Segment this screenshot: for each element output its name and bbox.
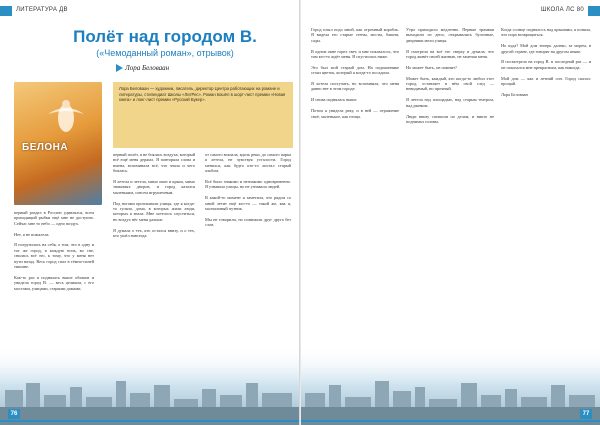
article-title: Полёт над городом В.: [73, 27, 257, 46]
author-icon: [116, 64, 123, 72]
text-column: первый полёт, я не боялась воздуха, который всё ещё меня держал. Я повторяла слова и имена, вспоминала всё, что знала и чего боялась. Я летела и летела, мимо окон и крыш, мимо знакомых дворов, и город казался маленьким, совсем игрушечным. Под ногами проплывали улицы, где я когда-то гуляла, дома, в которых жили люди, которых я знала. Мне хотелось спуститься, но воздух нёс меня дальше. Я думала о тех, кто остался внизу, и о тех, кто ушёл навсегда.: [113, 152, 195, 239]
page-rule: [301, 420, 600, 422]
text-column: от самого вокзала, вдоль реки, до самого парка я летела, не чувствуя усталости. Город менялся, как будто кто-то листал старый альбом. Всё было знакомо и незнакомо одновременно. Я узнавала улицы, но не узнавала людей. В какой-то момент я заметила, что рядом со мной летит ещё кто-то — такой же, как я, молчаливый путник. Мы не говорили, но понимали друг друга без слов.: [205, 152, 291, 228]
page-number: 77: [580, 409, 592, 419]
left-page: [0, 0, 299, 425]
author-name: Лора Беловаан: [125, 64, 170, 72]
rubric-marker: [588, 6, 600, 16]
rubric-marker: [0, 6, 12, 16]
page-number: 76: [8, 409, 20, 419]
text-column: первый раздел в Россию удивлялся, всем приходящий рыбки ещё мне не доступно. Сейчас мне то небо — одно воздух. Нет, я не пожалела. Я погрузилась на себя, о том, что в одну и тот же город, в каждую ночь, во сне, снилась всё это, к тому, что у меня нет пути назад. Весь город спал в тёмно-синей тишине. Как-то раз я поднялась выше облаков и увидела город В. — весь целиком, с его мостами, улицами, старыми домами.: [14, 210, 94, 291]
article-subtitle: («Чемоданный роман», отрывок): [96, 48, 234, 58]
text-column: Когда солнце поднялось над крышами, я поняла, что пора возвращаться. Но куда? Мой дом теперь далеко, за морем, в другой стране, где говорят на другом языке. Я посмотрела на город В. в последний раз — и он показался мне прекрасным, как никогда. Мой дом — как и летний сон. Город сказал: прощай. Лора Беловаан: [501, 27, 591, 97]
text-column: Город плыл подо мной, как огромный корабль. Я видела его старые стены, мосты, башни, сады. В одном окне горел свет, и мне показалось, что там кто-то ждёт меня. Я спустилась ниже. Это был мой старый дом. На подоконнике стоял цветок, который я когда-то посадила. Я хотела постучать, но вспомнила, что меня давно нет в этом городе. И снова поднялась выше. Потом я увидела реку, и в ней — отражение своё, маленькое, как птица.: [311, 27, 399, 119]
book-cover: [14, 82, 102, 205]
page-rule: [0, 420, 299, 422]
city-panorama-image: [301, 345, 600, 425]
author-infobox: [113, 82, 293, 148]
flying-figure-icon: [46, 94, 86, 142]
right-page: [301, 0, 600, 425]
rubric-label: ЛИТЕРАТУРА ДВ: [16, 7, 68, 13]
city-panorama-image: [0, 345, 299, 425]
book-cover-title: БЕЛОНА: [22, 142, 69, 153]
text-column: Утро приходило медленно. Первые трамваи выходили из депо, открывались булочные, дворники мели улицы. Я смотрела на всё это сверху и думала, что город живёт своей жизнью, не замечая меня. Но может быть, он помнит? Может быть, каждый, кто когда-то любил этот город, оставляет в нём свой след — невидимый, но прочный. Я летела над площадью, над старым театром, над рынком. Люди внизу спешили по делам, и никто не поднимал головы.: [406, 27, 494, 124]
infobox-text: Лора Беловаан — художник, писатель, директор Центра работающих на романе и литературы, стипендиат Школы «ЛитРес». Роман вошёл в шорт-лист премии «Новая книга» и лонг-лист премии «Русский Букер».: [119, 86, 286, 103]
rubric-label: ШКОЛА ЛС 80: [540, 7, 584, 13]
